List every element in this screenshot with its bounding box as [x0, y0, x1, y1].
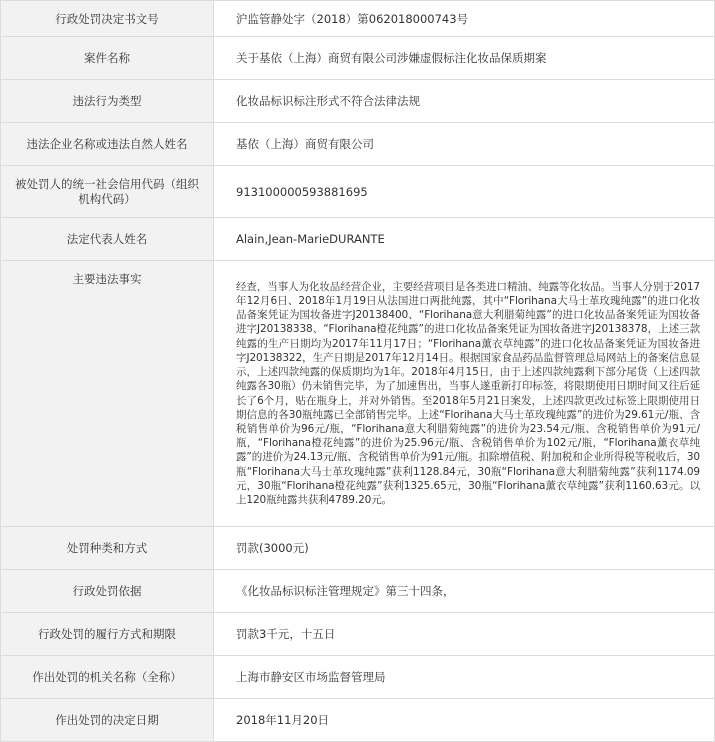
label-legal-representative: 法定代表人姓名 [1, 218, 214, 261]
value-credit-code: 913100000593881695 [214, 166, 715, 218]
row-decision-number [1, 1, 715, 37]
label-decision-date: 作出处罚的决定日期 [1, 699, 214, 742]
value-legal-representative: Alain,Jean-MarieDURANTE [214, 218, 715, 261]
row-credit-code [1, 166, 715, 218]
row-violation-type [1, 80, 715, 123]
row-authority-name [1, 656, 715, 699]
row-case-name [1, 37, 715, 80]
value-violation-type: 化妆品标识标注形式不符合法律法规 [214, 80, 715, 123]
label-penalty-type: 处罚种类和方式 [1, 527, 214, 570]
label-authority-name: 作出处罚的机关名称（全称） [1, 656, 214, 699]
row-violator-name [1, 123, 715, 166]
value-penalty-basis: 《化妆品标识标注管理规定》第三十四条， [214, 570, 715, 613]
label-credit-code: 被处罚人的统一社会信用代码（组织机构代码） [1, 166, 214, 218]
value-decision-date: 2018年11月20日 [214, 699, 715, 742]
value-main-facts: 经查，当事人为化妆品经营企业，主要经营项目是各类进口精油、纯露等化妆品。当事人分别于2017年12月6日、2018年1月19日从法国进口两批纯露，其中“Florihana大马士革玫瑰纯露”的进口化妆品备案凭证为国妆备进字J20138400、“Florihana意大利腊菊纯露”的进口化妆品备案凭证为国妆备进字J20138338、“Florihana橙花纯露”的进口化妆品备案凭证为国妆备进字J20138378，上述三款纯露的生产日期均为2017年11月17日；“Florihana薰衣草纯露”的进口化妆品备案凭证为国妆备进字J20138322，生产日期是2017年12月14日。根据国家食品药品监督管理总局网站上的备案信息显示，上述四款纯露的保质期均为1年。2018年4月15日，由于上述四款纯露剩下部分尾货（上述四款纯露各30瓶）仍未销售完毕，为了加速售出，当事人遂重新打印标签，将限期使用日期时间又往后延长了6个月，贴在瓶身上，并对外销售。至2018年5月21日案发，上述四款更改过标签上限期使用日期信息的各30瓶纯露已全部销售完毕。上述“Florihana大马士革玫瑰纯露”的进价为29.61元/瓶、含税销售单价为96元/瓶，“Florihana意大利腊菊纯露”的进价为23.54元/瓶、含税销售单价为91元/瓶，“Florihana橙花纯露”的进价为25.96元/瓶、含税销售单价为102元/瓶，“Florihana薰衣草纯露”的进价为24.13元/瓶、含税销售单价为91元/瓶。扣除增值税、附加税和企业所得税等税收后，30瓶“Florihana大马士革玫瑰纯露”获利1128.84元，30瓶“Florihana意大利腊菊纯露”获利1174.09元，30瓶“Florihana橙花纯露”获利1325.65元，30瓶“Florihana薰衣草纯露”获利1160.63元。以上120瓶纯露共获利4789.20元。 [214, 261, 715, 527]
label-case-name: 案件名称 [1, 37, 214, 80]
value-decision-number: 沪监管静处字（2018）第062018000743号 [214, 1, 715, 37]
value-case-name: 关于基依（上海）商贸有限公司涉嫌虚假标注化妆品保质期案 [214, 37, 715, 80]
label-performance-terms: 行政处罚的履行方式和期限 [1, 613, 214, 656]
row-penalty-type [1, 527, 715, 570]
row-decision-date [1, 699, 715, 742]
label-penalty-basis: 行政处罚依据 [1, 570, 214, 613]
row-penalty-basis [1, 570, 715, 613]
value-penalty-type: 罚款(3000元) [214, 527, 715, 570]
row-main-facts [1, 261, 715, 527]
label-violator-name: 违法企业名称或违法自然人姓名 [1, 123, 214, 166]
value-authority-name: 上海市静安区市场监督管理局 [214, 656, 715, 699]
label-decision-number: 行政处罚决定书文号 [1, 1, 214, 37]
row-performance-terms [1, 613, 715, 656]
value-performance-terms: 罚款3千元，十五日 [214, 613, 715, 656]
value-violator-name: 基依（上海）商贸有限公司 [214, 123, 715, 166]
label-violation-type: 违法行为类型 [1, 80, 214, 123]
row-legal-representative [1, 218, 715, 261]
label-main-facts: 主要违法事实 [1, 261, 214, 527]
